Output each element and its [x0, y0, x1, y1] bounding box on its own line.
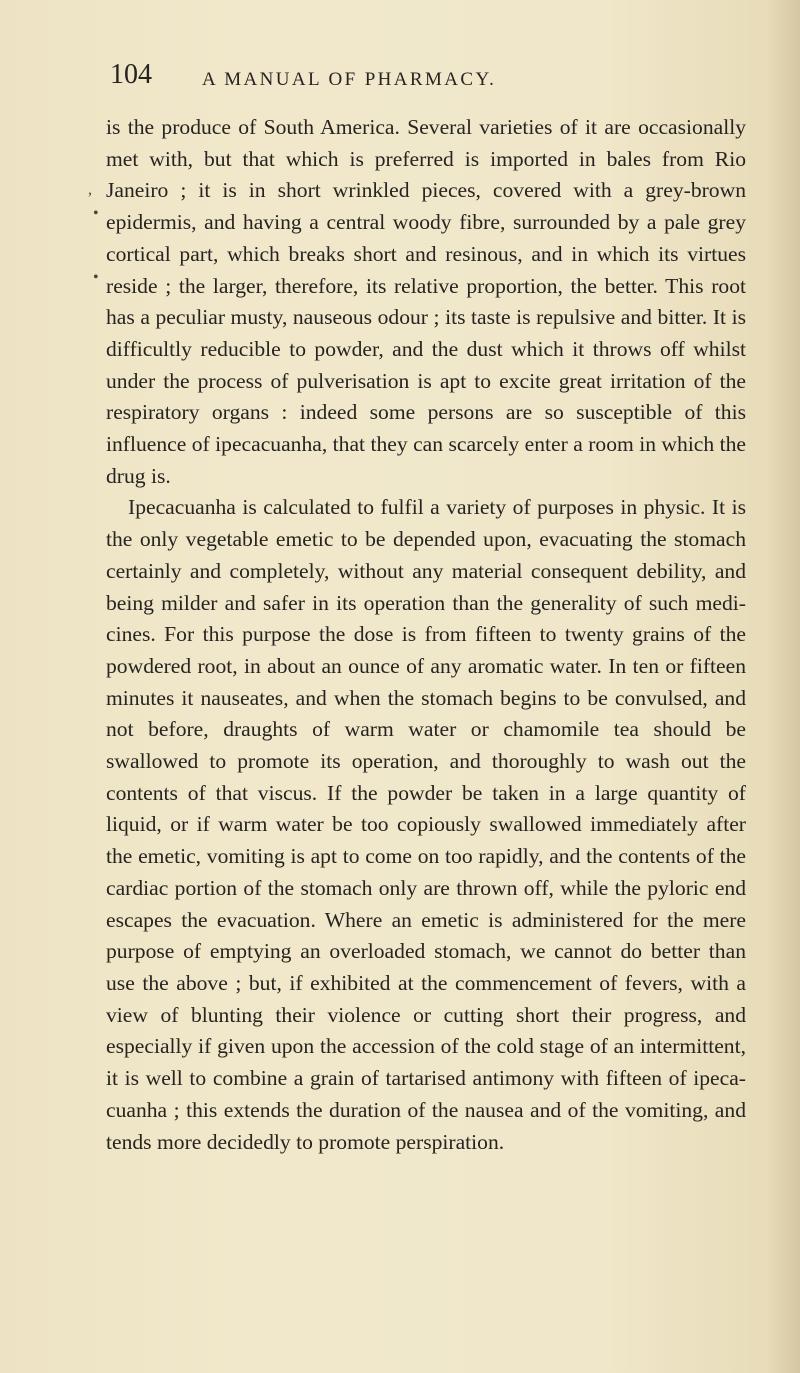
paragraph-2: Ipecacuanha is calculated to fulfil a variety of purposes in physic. It is the only vegetable emetic to be depended upon, evacuating the stomach certainly and completely, without any material consequent debility, and being milder and safer in its operation than the generality of such medicines. For this purpose the dose is from fifteen to twenty grains of the powdered root, in about an ounce of any aromatic water. In ten or fifteen minutes it nauseates, and when the stomach begins to be convulsed, and not before, draughts of warm water or chamomile tea should be swallowed to promote its operation, and thoroughly to wash out the contents of that viscus. If the powder be taken in a large quantity of liquid, or if warm water be too copiously swallowed immediately after the emetic, vomiting is apt to come on too rapidly, and the contents of the cardiac portion of the stomach only are thrown off, while the pyloric end escapes the evacuation. Where an emetic is administered for the mere purpose of emptying an overloaded stomach, we cannot do better than use the above ; but, if exhibited at the commencement of fevers, with a view of blunting their violence or cutting short their progress, and especially if given upon the accession of the cold stage of an intermittent, it is well to combine a grain of tartarised antimony with fifteen of ipecacuanha ; this extends the duration of the nausea and of the vomiting, and tends more decidedly to promote perspiration.	[106, 495, 746, 1154]
stray-mark: •	[93, 269, 99, 286]
stray-mark: ,	[88, 181, 92, 198]
page-number: 104	[110, 59, 152, 90]
paragraph-1: is the produce of South America. Several varieties of it are occasionally met with, but that which is preferred is imported in bales from Rio Janeiro ; it is in short wrinkled pieces, covered with a grey-brown epidermis, and having a central woody fibre, surrounded by a pale grey cortical part, which breaks short and resinous, and in which its virtues reside ; the larger, therefore, its relative proportion, the better. This root has a peculiar musty, nauseous odour ; its taste is repulsive and bitter. It is difficultly reducible to powder, and the dust which it throws off whilst under the process of pulverisation is apt to excite great irritation of the respiratory organs : indeed some persons are so susceptible of this influence of ipecacuanha, that they can scarcely enter a room in which the drug is.	[106, 115, 746, 488]
page-edge-shadow	[766, 0, 800, 1373]
stray-mark: •	[93, 205, 99, 222]
body-text	[106, 112, 746, 1158]
running-head: A MANUAL OF PHARMACY.	[202, 69, 497, 90]
page-header	[110, 58, 750, 98]
